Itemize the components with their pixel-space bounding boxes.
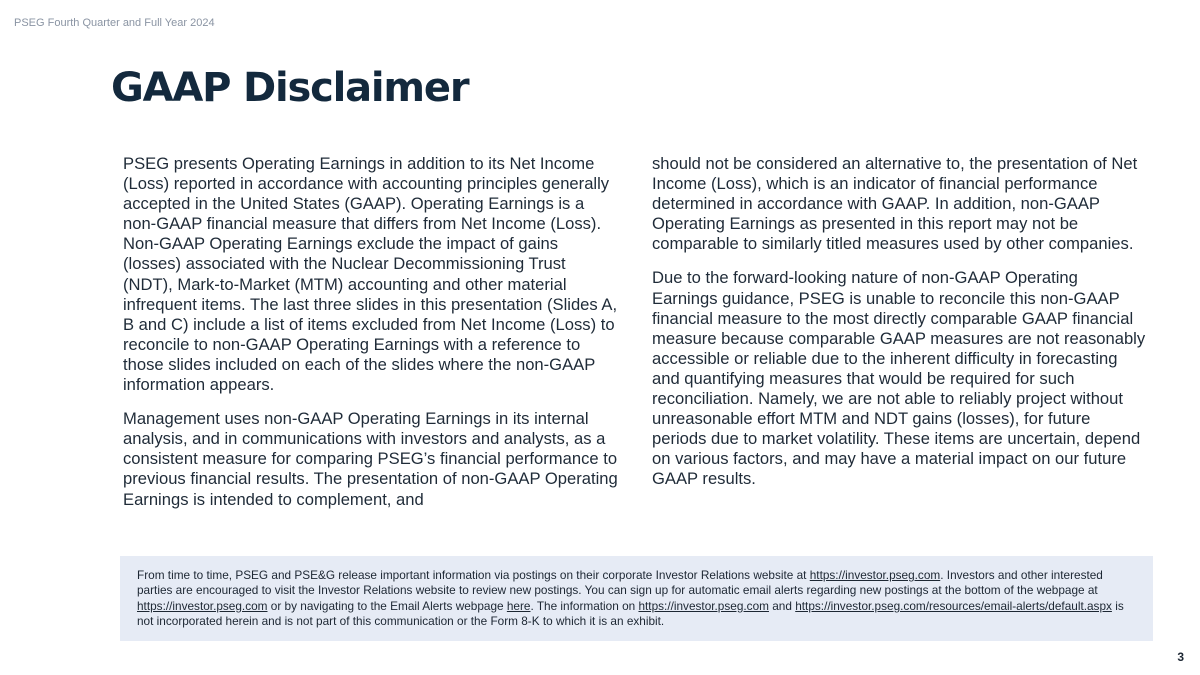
header-caption: PSEG Fourth Quarter and Full Year 2024 bbox=[14, 17, 215, 29]
left-paragraph-2: Management uses non-GAAP Operating Earnings in its internal analysis, and in communications with investors and analysts, as a consistent measure for comparing PSEG’s financial performance to previous financial results. The presentation of non-GAAP Operating Earnings is intended to complement, and bbox=[123, 409, 618, 509]
notice-text-2: . Investors and other interested parties are encouraged to visit the Investor Relations website to review new postings. You can sign up for automatic email alerts regarding new postings at the bottom of the webpage at bbox=[137, 568, 1103, 598]
notice-text-5: and bbox=[768, 598, 796, 613]
right-paragraph-1: should not be considered an alternative to, the presentation of Net Income (Loss), which is an indicator of financial performance determined in accordance with GAAP. In addition, non-GAAP Operating Earnings as presented in this report may not be comparable to similarly titled measures used by other companies. bbox=[652, 154, 1138, 254]
investor-site-link-2[interactable]: https://investor.pseg.com bbox=[137, 598, 268, 613]
left-paragraph-1: PSEG presents Operating Earnings in addition to its Net Income (Loss) reported in accordance with accounting principles generally accepted in the United States (GAAP). Operating Earnings is a non-GAAP financial measure that differs from Net Income (Loss). Non-GAAP Operating Earnings exclude the impact of gains (losses) associated with the Nuclear Decommissioning Trust (NDT), Mark-to-Market (MTM) accounting and other material infrequent items. The last three slides in this presentation (Slides A, B and C) include a list of items excluded from Net Income (Loss) to reconcile to non-GAAP Operating Earnings with a reference to those slides included on each of the slides where the non-GAAP information appears. bbox=[123, 154, 618, 395]
page-number: 3 bbox=[1177, 650, 1184, 664]
investor-site-link[interactable]: https://investor.pseg.com bbox=[809, 568, 941, 582]
page-title: GAAP Disclaimer bbox=[111, 65, 469, 111]
email-alerts-here-link[interactable]: here bbox=[506, 598, 531, 613]
left-column bbox=[123, 154, 618, 524]
investor-site-link-3[interactable]: https://investor.pseg.com bbox=[638, 598, 769, 613]
notice-text-6: is not incorporated herein and is not part of this communication or the Form 8-K to which it is an exhibit. bbox=[137, 598, 1124, 629]
right-column bbox=[652, 154, 1147, 504]
right-paragraph-2: Due to the forward-looking nature of non-GAAP Operating Earnings guidance, PSEG is unable to reconcile this non-GAAP financial measure to the most directly comparable GAAP financial measure because comparable GAAP measures are not reasonably accessible or reliable due to the inherent difficulty in forecasting and quantifying measures that would be required for such reconciliation. Namely, we are not able to reliably project without unreasonable effort MTM and NDT gains (losses), for future periods due to market volatility. These items are uncertain, depend on various factors, and may have a material impact on our future GAAP results. bbox=[652, 268, 1146, 489]
investor-relations-notice bbox=[120, 556, 1153, 641]
email-alerts-page-link[interactable]: https://investor.pseg.com/resources/email-alerts/default.aspx bbox=[795, 598, 1112, 613]
notice-text-4: . The information on bbox=[530, 598, 639, 613]
notice-text-1: From time to time, PSEG and PSE&G release important information via postings on their corporate Investor Relations website at bbox=[137, 568, 810, 582]
notice-text-3: or by navigating to the Email Alerts webpage bbox=[267, 598, 507, 613]
